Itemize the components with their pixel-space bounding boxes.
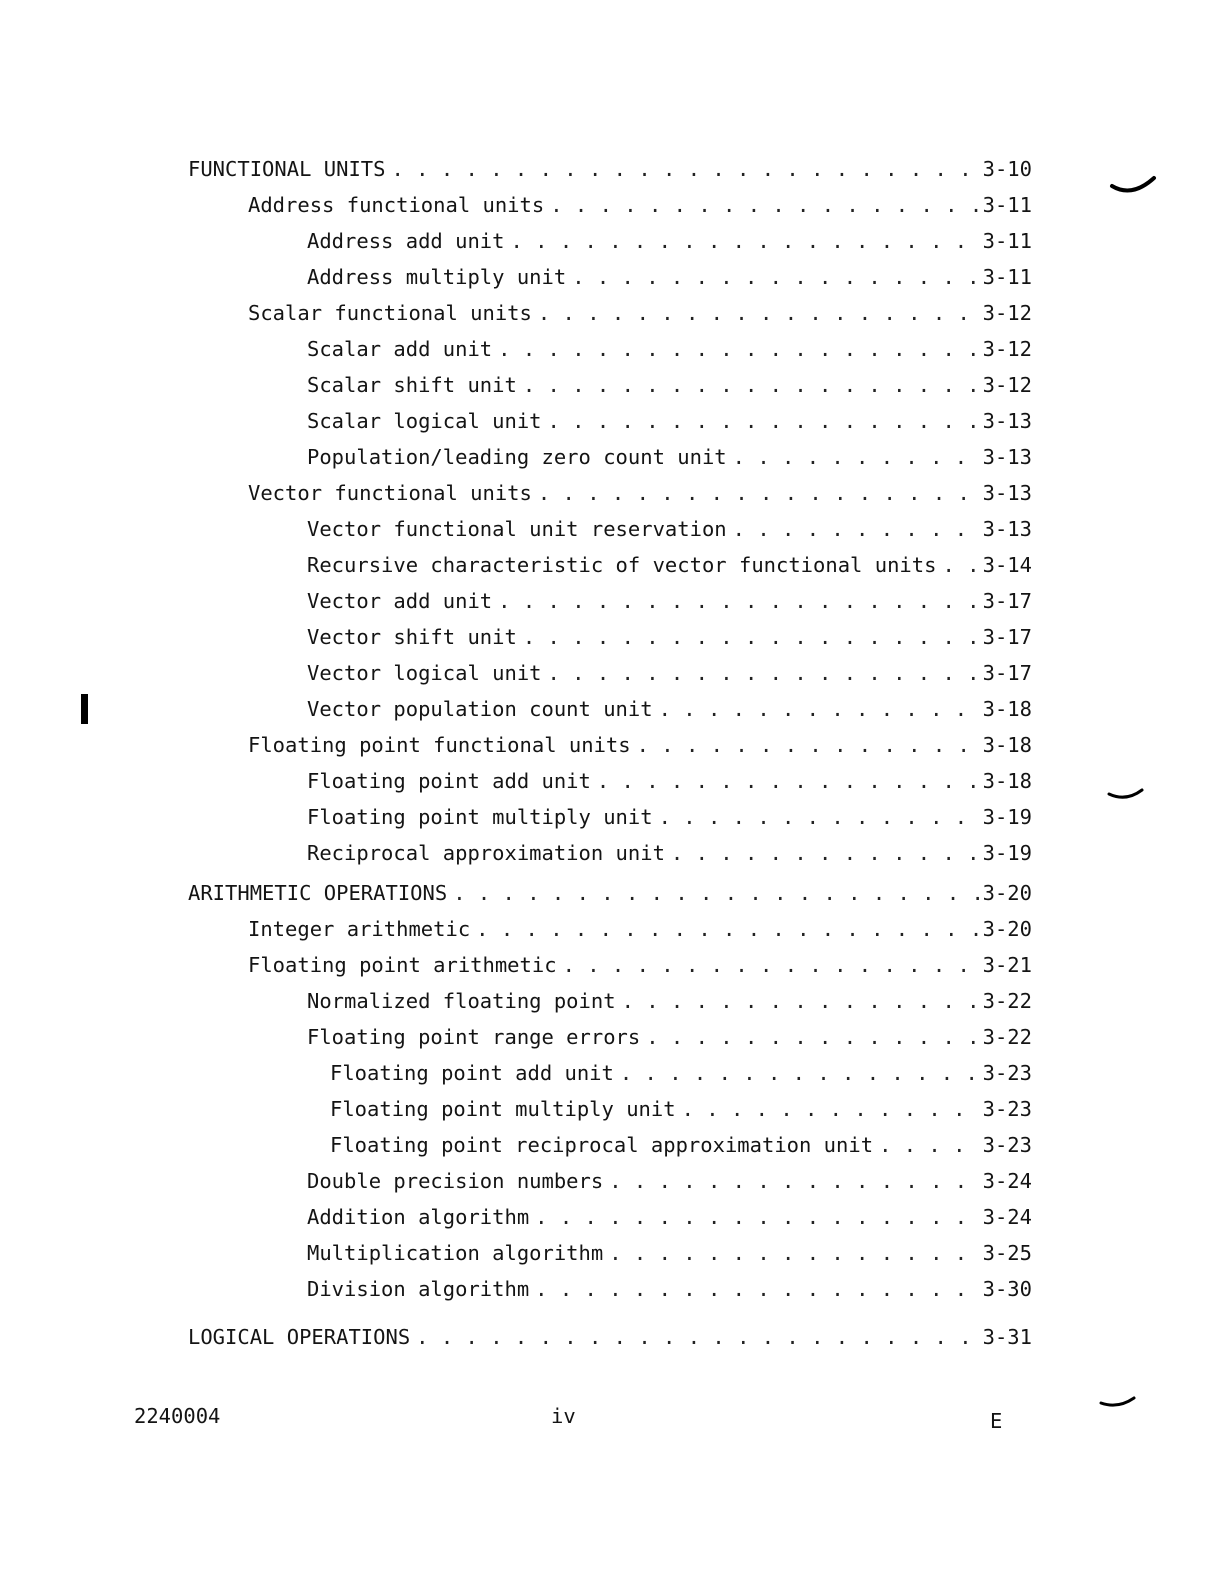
toc-entry — [188, 1323, 1032, 1351]
toc-entry — [307, 443, 1032, 471]
toc-entry-title: Recursive characteristic of vector functional units — [307, 553, 937, 577]
toc-entry-page: 3-25 — [982, 1241, 1032, 1265]
toc-entry-page: 3-20 — [982, 917, 1032, 941]
toc-entry-title: Address add unit — [307, 229, 505, 253]
toc-entry-title: Scalar shift unit — [307, 373, 517, 397]
toc-entry-page: 3-17 — [982, 589, 1032, 613]
toc-entry — [307, 695, 1032, 723]
revision-letter: E — [990, 1409, 1003, 1433]
toc-entry-title: Address multiply unit — [307, 265, 567, 289]
toc-entry-page: 3-31 — [982, 1325, 1032, 1349]
toc-entry-page: 3-17 — [982, 625, 1032, 649]
dot-leader — [682, 1095, 979, 1123]
toc-entry-title: Reciprocal approximation unit — [307, 841, 665, 865]
toc-entry-title: Floating point multiply unit — [330, 1097, 676, 1121]
toc-entry — [248, 731, 1032, 759]
toc-entry — [248, 191, 1032, 219]
toc-entry-page: 3-20 — [982, 881, 1032, 905]
toc-entry — [307, 1167, 1032, 1195]
toc-entry-title: Floating point arithmetic — [248, 953, 557, 977]
toc-entry-title: FUNCTIONAL UNITS — [188, 157, 386, 181]
change-bar — [81, 694, 88, 724]
toc-entry-title: Scalar logical unit — [307, 409, 542, 433]
dot-leader — [416, 1323, 978, 1351]
toc-entry — [307, 1023, 1032, 1051]
dot-leader — [659, 695, 979, 723]
toc-entry-page: 3-11 — [982, 229, 1032, 253]
toc-entry-title: Vector population count unit — [307, 697, 653, 721]
toc-entry-title: Double precision numbers — [307, 1169, 604, 1193]
toc-entry — [248, 479, 1032, 507]
dot-leader — [572, 263, 978, 291]
toc-entry-page: 3-13 — [982, 517, 1032, 541]
toc-entry-title: Vector logical unit — [307, 661, 542, 685]
toc-entry-title: Addition algorithm — [307, 1205, 530, 1229]
dot-leader — [550, 191, 978, 219]
toc-entry — [307, 587, 1032, 615]
toc-entry-page: 3-17 — [982, 661, 1032, 685]
toc-entry-title: Floating point multiply unit — [307, 805, 653, 829]
toc-entry-page: 3-13 — [982, 481, 1032, 505]
toc-entry — [307, 803, 1032, 831]
dot-leader — [548, 407, 979, 435]
toc-entry-title: Address functional units — [248, 193, 545, 217]
toc-entry-title: LOGICAL OPERATIONS — [188, 1325, 411, 1349]
dot-leader — [538, 479, 979, 507]
toc-entry-page: 3-18 — [982, 733, 1032, 757]
toc-entry-title: Floating point add unit — [307, 769, 591, 793]
dot-leader — [523, 371, 979, 399]
dot-leader — [671, 839, 979, 867]
toc-entry — [307, 623, 1032, 651]
toc-entry-page: 3-14 — [982, 553, 1032, 577]
toc-entry — [307, 1239, 1032, 1267]
toc-entry-title: Floating point functional units — [248, 733, 631, 757]
dot-leader — [609, 1167, 978, 1195]
toc-entry-title: Multiplication algorithm — [307, 1241, 604, 1265]
toc-entry — [307, 335, 1032, 363]
toc-entry-page: 3-19 — [982, 841, 1032, 865]
dot-leader — [535, 1203, 978, 1231]
toc-entry-page: 3-12 — [982, 337, 1032, 361]
toc-entry-title: Vector functional units — [248, 481, 532, 505]
toc-entry — [307, 767, 1032, 795]
dot-leader — [498, 335, 978, 363]
toc-entry-page: 3-12 — [982, 373, 1032, 397]
dot-leader — [659, 803, 979, 831]
punch-mark-top — [1108, 172, 1158, 202]
dot-leader — [523, 623, 979, 651]
dot-leader — [453, 879, 978, 907]
toc-entry-page: 3-30 — [982, 1277, 1032, 1301]
dot-leader — [510, 227, 978, 255]
toc-entry-title: Floating point range errors — [307, 1025, 641, 1049]
dot-leader — [535, 1275, 978, 1303]
toc-entry — [307, 659, 1032, 687]
toc-entry-page: 3-24 — [982, 1205, 1032, 1229]
toc-entry — [307, 551, 1032, 579]
dot-leader — [597, 767, 979, 795]
toc-entry — [307, 515, 1032, 543]
toc-entry-page: 3-23 — [982, 1133, 1032, 1157]
toc-entry — [307, 407, 1032, 435]
dot-leader — [538, 299, 979, 327]
toc-entry-title: Scalar add unit — [307, 337, 493, 361]
dot-leader — [563, 951, 979, 979]
toc-entry-page: 3-11 — [982, 193, 1032, 217]
toc-entry — [307, 371, 1032, 399]
toc-entry-title: Population/leading zero count unit — [307, 445, 727, 469]
toc-entry — [188, 879, 1032, 907]
toc-entry-page: 3-10 — [982, 157, 1032, 181]
toc-entry-page: 3-18 — [982, 769, 1032, 793]
toc-entry — [188, 155, 1032, 183]
page-number: iv — [551, 1404, 576, 1428]
dot-leader — [733, 515, 979, 543]
toc-entry-page: 3-22 — [982, 1025, 1032, 1049]
toc-entry — [248, 915, 1032, 943]
toc-entry — [330, 1059, 1032, 1087]
dot-leader — [646, 1023, 978, 1051]
toc-entry — [307, 1275, 1032, 1303]
toc-entry — [248, 299, 1032, 327]
toc-entry-title: Integer arithmetic — [248, 917, 471, 941]
toc-entry-page: 3-23 — [982, 1097, 1032, 1121]
dot-leader — [391, 155, 978, 183]
dot-leader — [548, 659, 979, 687]
dot-leader — [476, 915, 978, 943]
toc-entry-title: Division algorithm — [307, 1277, 530, 1301]
document-number: 2240004 — [134, 1404, 221, 1428]
toc-entry — [307, 1203, 1032, 1231]
toc-entry-page: 3-13 — [982, 409, 1032, 433]
toc-entry-page: 3-13 — [982, 445, 1032, 469]
dot-leader — [622, 987, 979, 1015]
toc-entry-title: ARITHMETIC OPERATIONS — [188, 881, 448, 905]
toc-entry-page: 3-21 — [982, 953, 1032, 977]
dot-leader — [637, 731, 979, 759]
punch-mark-middle — [1106, 786, 1146, 806]
toc-entry-page: 3-12 — [982, 301, 1032, 325]
toc-entry-title: Normalized floating point — [307, 989, 616, 1013]
toc-entry — [307, 839, 1032, 867]
dot-leader — [609, 1239, 978, 1267]
toc-entry-title: Scalar functional units — [248, 301, 532, 325]
dot-leader — [620, 1059, 979, 1087]
toc-entry-title: Vector shift unit — [307, 625, 517, 649]
toc-entry — [248, 951, 1032, 979]
toc-entry-title: Vector functional unit reservation — [307, 517, 727, 541]
toc-entry — [330, 1131, 1032, 1159]
toc-entry-title: Floating point reciprocal approximation unit — [330, 1133, 874, 1157]
dot-leader — [733, 443, 979, 471]
toc-entry — [307, 227, 1032, 255]
dot-leader — [879, 1131, 979, 1159]
dot-leader — [498, 587, 978, 615]
toc-entry-page: 3-11 — [982, 265, 1032, 289]
toc-entry-page: 3-24 — [982, 1169, 1032, 1193]
dot-leader — [942, 551, 978, 579]
toc-entry-title: Floating point add unit — [330, 1061, 614, 1085]
toc-entry-title: Vector add unit — [307, 589, 493, 613]
punch-mark-bottom — [1098, 1395, 1138, 1415]
toc-entry-page: 3-18 — [982, 697, 1032, 721]
toc-entry-page: 3-23 — [982, 1061, 1032, 1085]
toc-entry — [330, 1095, 1032, 1123]
toc-entry — [307, 987, 1032, 1015]
toc-entry — [307, 263, 1032, 291]
toc-entry-page: 3-22 — [982, 989, 1032, 1013]
toc-entry-page: 3-19 — [982, 805, 1032, 829]
